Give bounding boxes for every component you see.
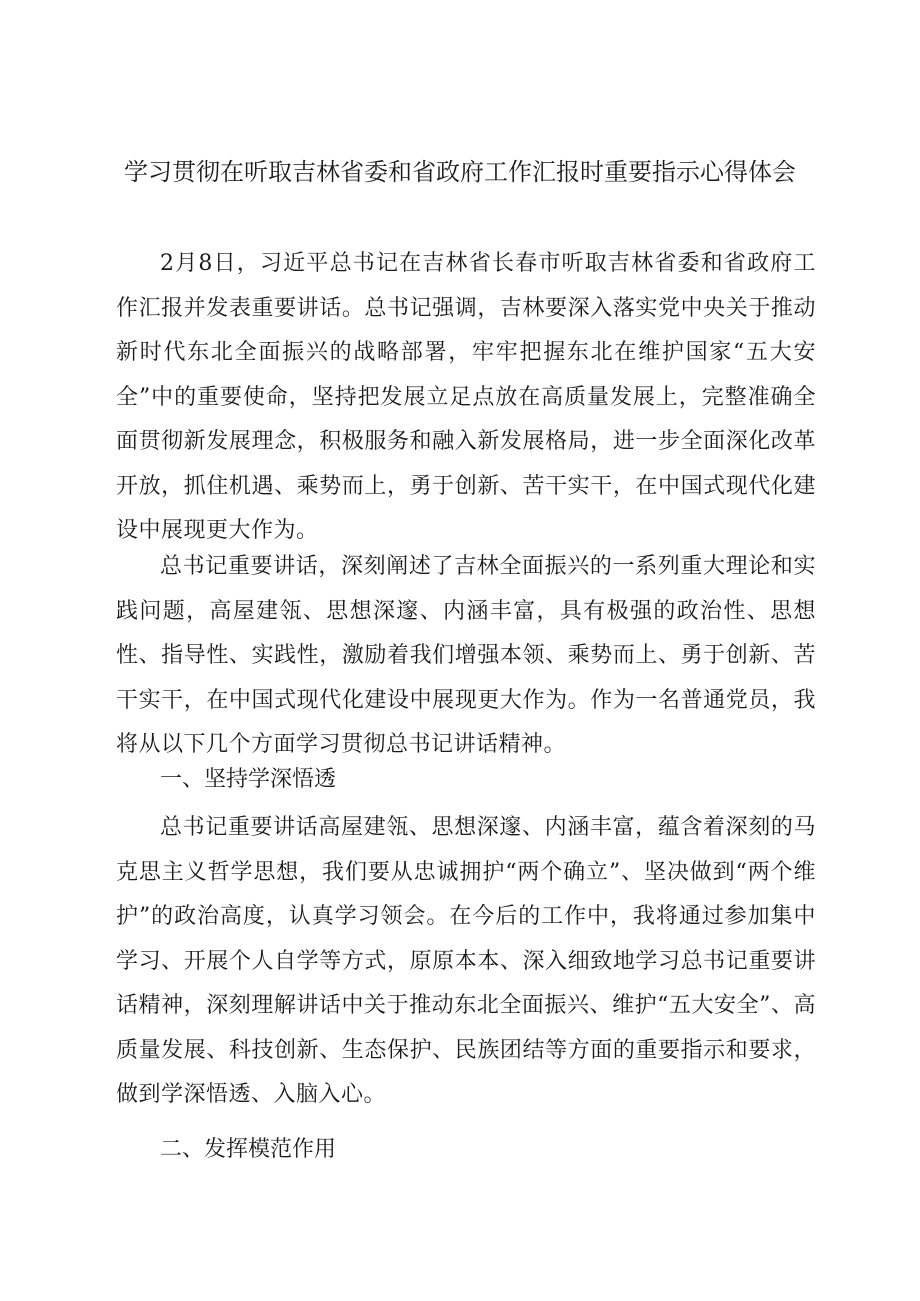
document-title: 学习贯彻在听取吉林省委和省政府工作汇报时重要指示心得体会: [124, 158, 796, 186]
section-1-paragraph: 总书记重要讲话高屋建瓴、思想深邃、内涵丰富，蕴含着深刻的马克思主义哲学思想，我们要从忠诚拥护“两个确立”、坚决做到“两个维护”的政治高度，认真学习领会。在今后的工作中，我将通过参加集中学习、开展个人自学等方式，原原本本、深入细致地学习总书记重要讲话精神，深刻理解讲话中关于推动东北全面振兴、维护“五大安全”、高质量发展、科技创新、生态保护、民族团结等方面的重要指示和要求，做到学深悟透、入脑入心。: [116, 815, 816, 1107]
intro-paragraph: 2月8日，习近平总书记在吉林省长春市听取吉林省委和省政府工作汇报并发表重要讲话。总书记强调，吉林要深入落实党中央关于推动新时代东北全面振兴的战略部署，牢牢把握东北在维护国家“五大安全”中的重要使命，坚持把发展立足点放在高质量发展上，完整准确全面贯彻新发展理念，积极服务和融入新发展格局，进一步全面深化改革开放，抓住机遇、乘势而上，勇于创新、苦干实干，在中国式现代化建设中展现更大作为。: [116, 251, 816, 543]
summary-paragraph: 总书记重要讲话，深刻阐述了吉林全面振兴的一系列重大理论和实践问题，高屋建瓴、思想深邃、内涵丰富，具有极强的政治性、思想性、指导性、实践性，激励着我们增强本领、乘势而上、勇于创新、苦干实干，在中国式现代化建设中展现更大作为。作为一名普通党员，我将从以下几个方面学习贯彻总书记讲话精神。: [116, 554, 816, 757]
section-heading-1: 一、坚持学深悟透: [160, 767, 337, 792]
section-heading-2: 二、发挥模范作用: [160, 1137, 337, 1162]
